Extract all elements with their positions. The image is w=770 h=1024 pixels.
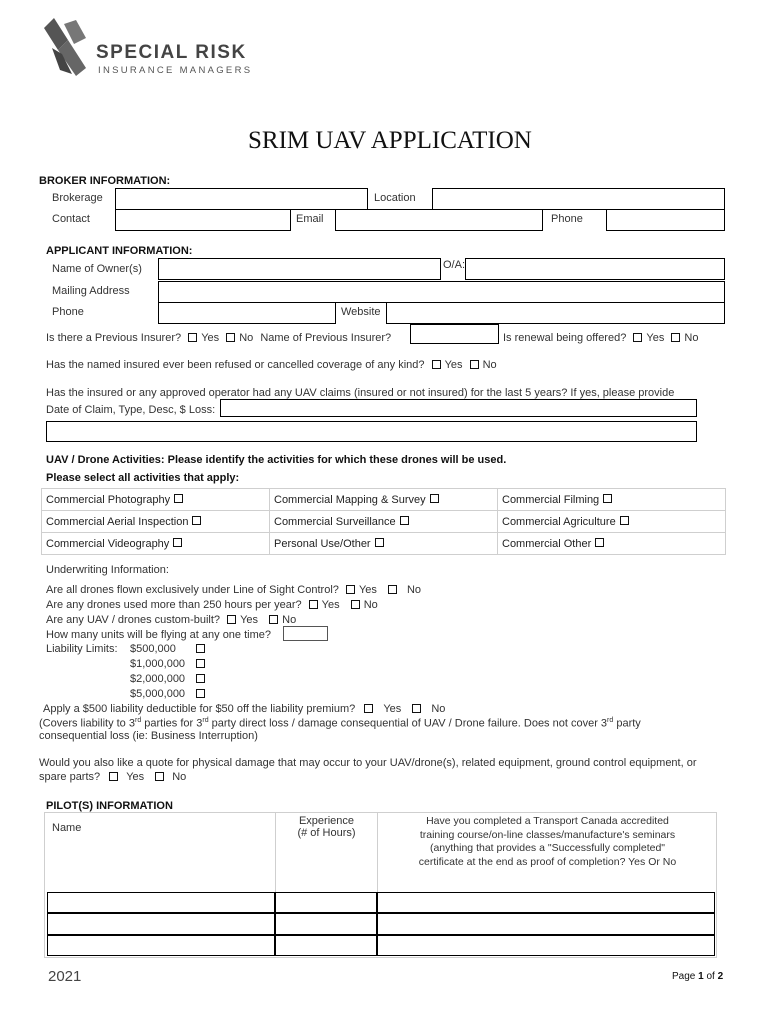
pilot-name-field[interactable]: [47, 935, 275, 956]
pilot-experience-field[interactable]: [275, 935, 377, 956]
pilot-name-field[interactable]: [47, 892, 275, 913]
pilot-name-header: Name: [52, 822, 82, 834]
no-label: No: [363, 599, 378, 611]
refused-row: [46, 359, 497, 371]
activity-cell[interactable]: [270, 489, 498, 511]
underwriting-heading: Underwriting Information:: [46, 564, 169, 576]
yes-label: Yes: [358, 584, 377, 596]
renewal-question: Is renewal being offered?: [503, 332, 627, 344]
location-label: Location: [374, 192, 416, 204]
activity-label: Commercial Surveillance: [274, 515, 396, 528]
training-header-line: training course/on-line classes/manufacture's seminars: [419, 828, 676, 841]
physical-damage-row: [39, 771, 186, 783]
coverage-note-text: party direct loss / damage consequential of UAV / Drone failure. Does not cover 3: [208, 717, 608, 730]
pilot-experience-field[interactable]: [275, 913, 377, 935]
activity-cell[interactable]: [42, 533, 270, 555]
yes-label: Yes: [321, 599, 340, 611]
previous-insurer-row: [46, 332, 391, 344]
activity-cell[interactable]: [270, 511, 498, 533]
previous-insurer-yes-checkbox[interactable]: [188, 333, 197, 342]
no-label: No: [431, 703, 446, 715]
limit-checkbox[interactable]: [196, 689, 205, 698]
training-header-line: certificate at the end as proof of completion? Yes Or No: [418, 855, 677, 868]
deductible-row: [43, 703, 445, 715]
pilot-name-field[interactable]: [47, 913, 275, 935]
coverage-note-text: parties for 3: [141, 717, 203, 730]
pilots-divider: [275, 812, 276, 892]
logo-subtitle: INSURANCE MANAGERS: [98, 65, 253, 76]
previous-insurer-name-field[interactable]: [410, 324, 499, 344]
activity-checkbox[interactable]: [174, 494, 183, 503]
previous-insurer-no-label: No: [239, 332, 254, 344]
activity-cell[interactable]: [42, 511, 270, 533]
limit-checkbox[interactable]: [196, 644, 205, 653]
footer-year: 2021: [48, 968, 82, 985]
pilot-training-field[interactable]: [377, 935, 715, 956]
custom-built-row: [46, 614, 296, 626]
email-field[interactable]: [335, 209, 543, 231]
refused-yes-checkbox[interactable]: [432, 360, 441, 369]
page-title: SRIM UAV APPLICATION: [248, 127, 532, 154]
yes-label: Yes: [240, 614, 259, 626]
limit-2m: [130, 673, 209, 685]
activity-label: Commercial Aerial Inspection: [46, 515, 189, 528]
previous-insurer-name-label: Name of Previous Insurer?: [260, 332, 392, 344]
custom-built-yes-checkbox[interactable]: [227, 615, 236, 624]
refused-yes-label: Yes: [444, 359, 463, 371]
physical-damage-question-2: spare parts?: [39, 771, 101, 783]
claims-details-field[interactable]: [220, 399, 697, 417]
experience-header: [278, 815, 375, 839]
yes-label: Yes: [383, 703, 402, 715]
coverage-note-text: (Covers liability to 3: [39, 717, 135, 730]
limit-value: $1,000,000: [130, 658, 186, 670]
previous-insurer-no-checkbox[interactable]: [226, 333, 235, 342]
activity-checkbox[interactable]: [192, 516, 201, 525]
page-number-text: of: [703, 971, 718, 982]
limit-value: $500,000: [130, 643, 176, 655]
claims-question: Has the insured or any approved operator had any UAV claims (insured or not insured) for the last 5 years? If yes, please provide: [46, 387, 675, 399]
refused-no-checkbox[interactable]: [470, 360, 479, 369]
limit-value: $2,000,000: [130, 673, 186, 685]
applicant-phone-label: Phone: [52, 306, 84, 318]
renewal-yes-checkbox[interactable]: [633, 333, 642, 342]
limit-5m: [130, 688, 209, 700]
pilot-training-field[interactable]: [377, 913, 715, 935]
training-header: [380, 815, 715, 869]
activity-label: Commercial Videography: [46, 537, 170, 550]
limit-checkbox[interactable]: [196, 659, 205, 668]
logo-mark-icon: [42, 18, 92, 76]
renewal-row: [503, 332, 698, 344]
no-label: No: [172, 771, 187, 783]
activity-checkbox[interactable]: [620, 516, 629, 525]
broker-phone-label: Phone: [551, 213, 583, 225]
limits-label: Liability Limits:: [46, 643, 118, 655]
email-label: Email: [296, 213, 324, 225]
owners-field[interactable]: [158, 258, 441, 280]
applicant-heading: APPLICANT INFORMATION:: [46, 245, 193, 257]
superscript: rd: [134, 717, 142, 724]
hours-row: [46, 599, 378, 611]
broker-phone-field[interactable]: [606, 209, 725, 231]
activity-label: Commercial Other: [502, 537, 592, 550]
custom-built-no-checkbox[interactable]: [269, 615, 278, 624]
physical-damage-yes-checkbox[interactable]: [109, 772, 118, 781]
logo-name: SPECIAL RISK: [96, 42, 247, 63]
activity-cell[interactable]: [498, 533, 726, 555]
deductible-yes-checkbox[interactable]: [364, 704, 373, 713]
hours-yes-checkbox[interactable]: [309, 600, 318, 609]
experience-header-line: (# of Hours): [297, 827, 356, 839]
oa-label: O/A:: [443, 259, 466, 271]
limit-value: $5,000,000: [130, 688, 186, 700]
line-of-sight-yes-checkbox[interactable]: [346, 585, 355, 594]
activity-label: Commercial Filming: [502, 493, 600, 506]
activity-checkbox[interactable]: [430, 494, 439, 503]
physical-damage-no-checkbox[interactable]: [155, 772, 164, 781]
training-header-line: (anything that provides a "Successfully completed": [429, 842, 666, 854]
renewal-yes-label: Yes: [646, 332, 665, 344]
activity-label: Commercial Agriculture: [502, 515, 616, 528]
activity-label: Personal Use/Other: [274, 537, 371, 550]
yes-label: Yes: [126, 771, 145, 783]
activities-heading: UAV / Drone Activities: Please identify the activities for which these drones will be used.: [46, 454, 507, 466]
activity-checkbox[interactable]: [375, 538, 384, 547]
activity-label: Commercial Photography: [46, 493, 171, 506]
units-question: How many units will be flying at any one time?: [46, 629, 271, 641]
page-number-current: 1: [698, 971, 704, 982]
previous-insurer-question: Is there a Previous Insurer?: [46, 332, 182, 344]
activity-checkbox[interactable]: [400, 516, 409, 525]
superscript: rd: [607, 717, 614, 724]
activities-table: [41, 488, 726, 555]
coverage-note-line2: consequential loss (ie: Business Interruption): [39, 730, 258, 742]
refused-no-label: No: [482, 359, 497, 371]
experience-header-line: Experience: [298, 815, 355, 827]
refused-question: Has the named insured ever been refused or cancelled coverage of any kind?: [46, 359, 425, 371]
physical-damage-question: Would you also like a quote for physical damage that may occur to your UAV/drone(s), related equipment, ground control equipment, or: [39, 757, 697, 769]
page-number: [672, 971, 723, 982]
previous-insurer-yes-label: Yes: [201, 332, 220, 344]
renewal-no-checkbox[interactable]: [671, 333, 680, 342]
location-field[interactable]: [432, 188, 725, 210]
hours-no-checkbox[interactable]: [351, 600, 360, 609]
activities-subheading: Please select all activities that apply:: [46, 472, 240, 484]
training-header-line: Have you completed a Transport Canada accredited: [426, 815, 669, 827]
page-number-total: 2: [717, 971, 724, 982]
owners-label: Name of Owner(s): [52, 263, 142, 275]
limit-1m: [130, 658, 209, 670]
activity-checkbox[interactable]: [173, 538, 182, 547]
activities-row: [42, 533, 726, 555]
claims-details-label: Date of Claim, Type, Desc, $ Loss:: [46, 404, 216, 416]
broker-heading: BROKER INFORMATION:: [39, 175, 171, 187]
coverage-note: [39, 717, 641, 730]
activity-label: Commercial Mapping & Survey: [274, 493, 426, 506]
line-of-sight-question: Are all drones flown exclusively under Line of Sight Control?: [46, 584, 339, 596]
oa-field[interactable]: [465, 258, 725, 280]
renewal-no-label: No: [684, 332, 699, 344]
no-label: No: [406, 584, 422, 596]
website-field[interactable]: [386, 302, 725, 324]
activities-row: [42, 511, 726, 533]
activities-row: [42, 489, 726, 511]
applicant-phone-field[interactable]: [158, 302, 336, 324]
limit-500k: [130, 643, 209, 655]
coverage-note-text: party: [613, 717, 641, 730]
activity-cell[interactable]: [42, 489, 270, 511]
no-label: No: [282, 614, 297, 626]
activity-checkbox[interactable]: [595, 538, 604, 547]
website-label: Website: [341, 306, 381, 318]
logo: [42, 18, 262, 80]
deductible-question: Apply a $500 liability deductible for $50 off the liability premium?: [43, 703, 356, 715]
claims-details-field-2[interactable]: [46, 421, 697, 442]
superscript: rd: [202, 717, 209, 724]
pilot-experience-field[interactable]: [275, 892, 377, 913]
deductible-no-checkbox[interactable]: [412, 704, 421, 713]
mailing-label: Mailing Address: [52, 285, 130, 297]
activity-cell[interactable]: [270, 533, 498, 555]
contact-field[interactable]: [115, 209, 291, 231]
page-number-text: Page: [672, 971, 699, 982]
line-of-sight-no-checkbox[interactable]: [388, 585, 397, 594]
units-field[interactable]: [283, 626, 328, 641]
limit-checkbox[interactable]: [196, 674, 205, 683]
mailing-field[interactable]: [158, 281, 725, 303]
brokerage-label: Brokerage: [52, 192, 103, 204]
line-of-sight-row: [46, 584, 421, 596]
hours-question: Are any drones used more than 250 hours per year?: [46, 599, 302, 611]
pilots-divider: [377, 812, 378, 892]
activity-cell[interactable]: [498, 489, 726, 511]
contact-label: Contact: [52, 213, 90, 225]
activity-checkbox[interactable]: [603, 494, 612, 503]
brokerage-field[interactable]: [115, 188, 368, 210]
pilots-heading: PILOT(S) INFORMATION: [46, 800, 173, 812]
activity-cell[interactable]: [498, 511, 726, 533]
custom-built-question: Are any UAV / drones custom-built?: [46, 614, 221, 626]
pilot-training-field[interactable]: [377, 892, 715, 913]
